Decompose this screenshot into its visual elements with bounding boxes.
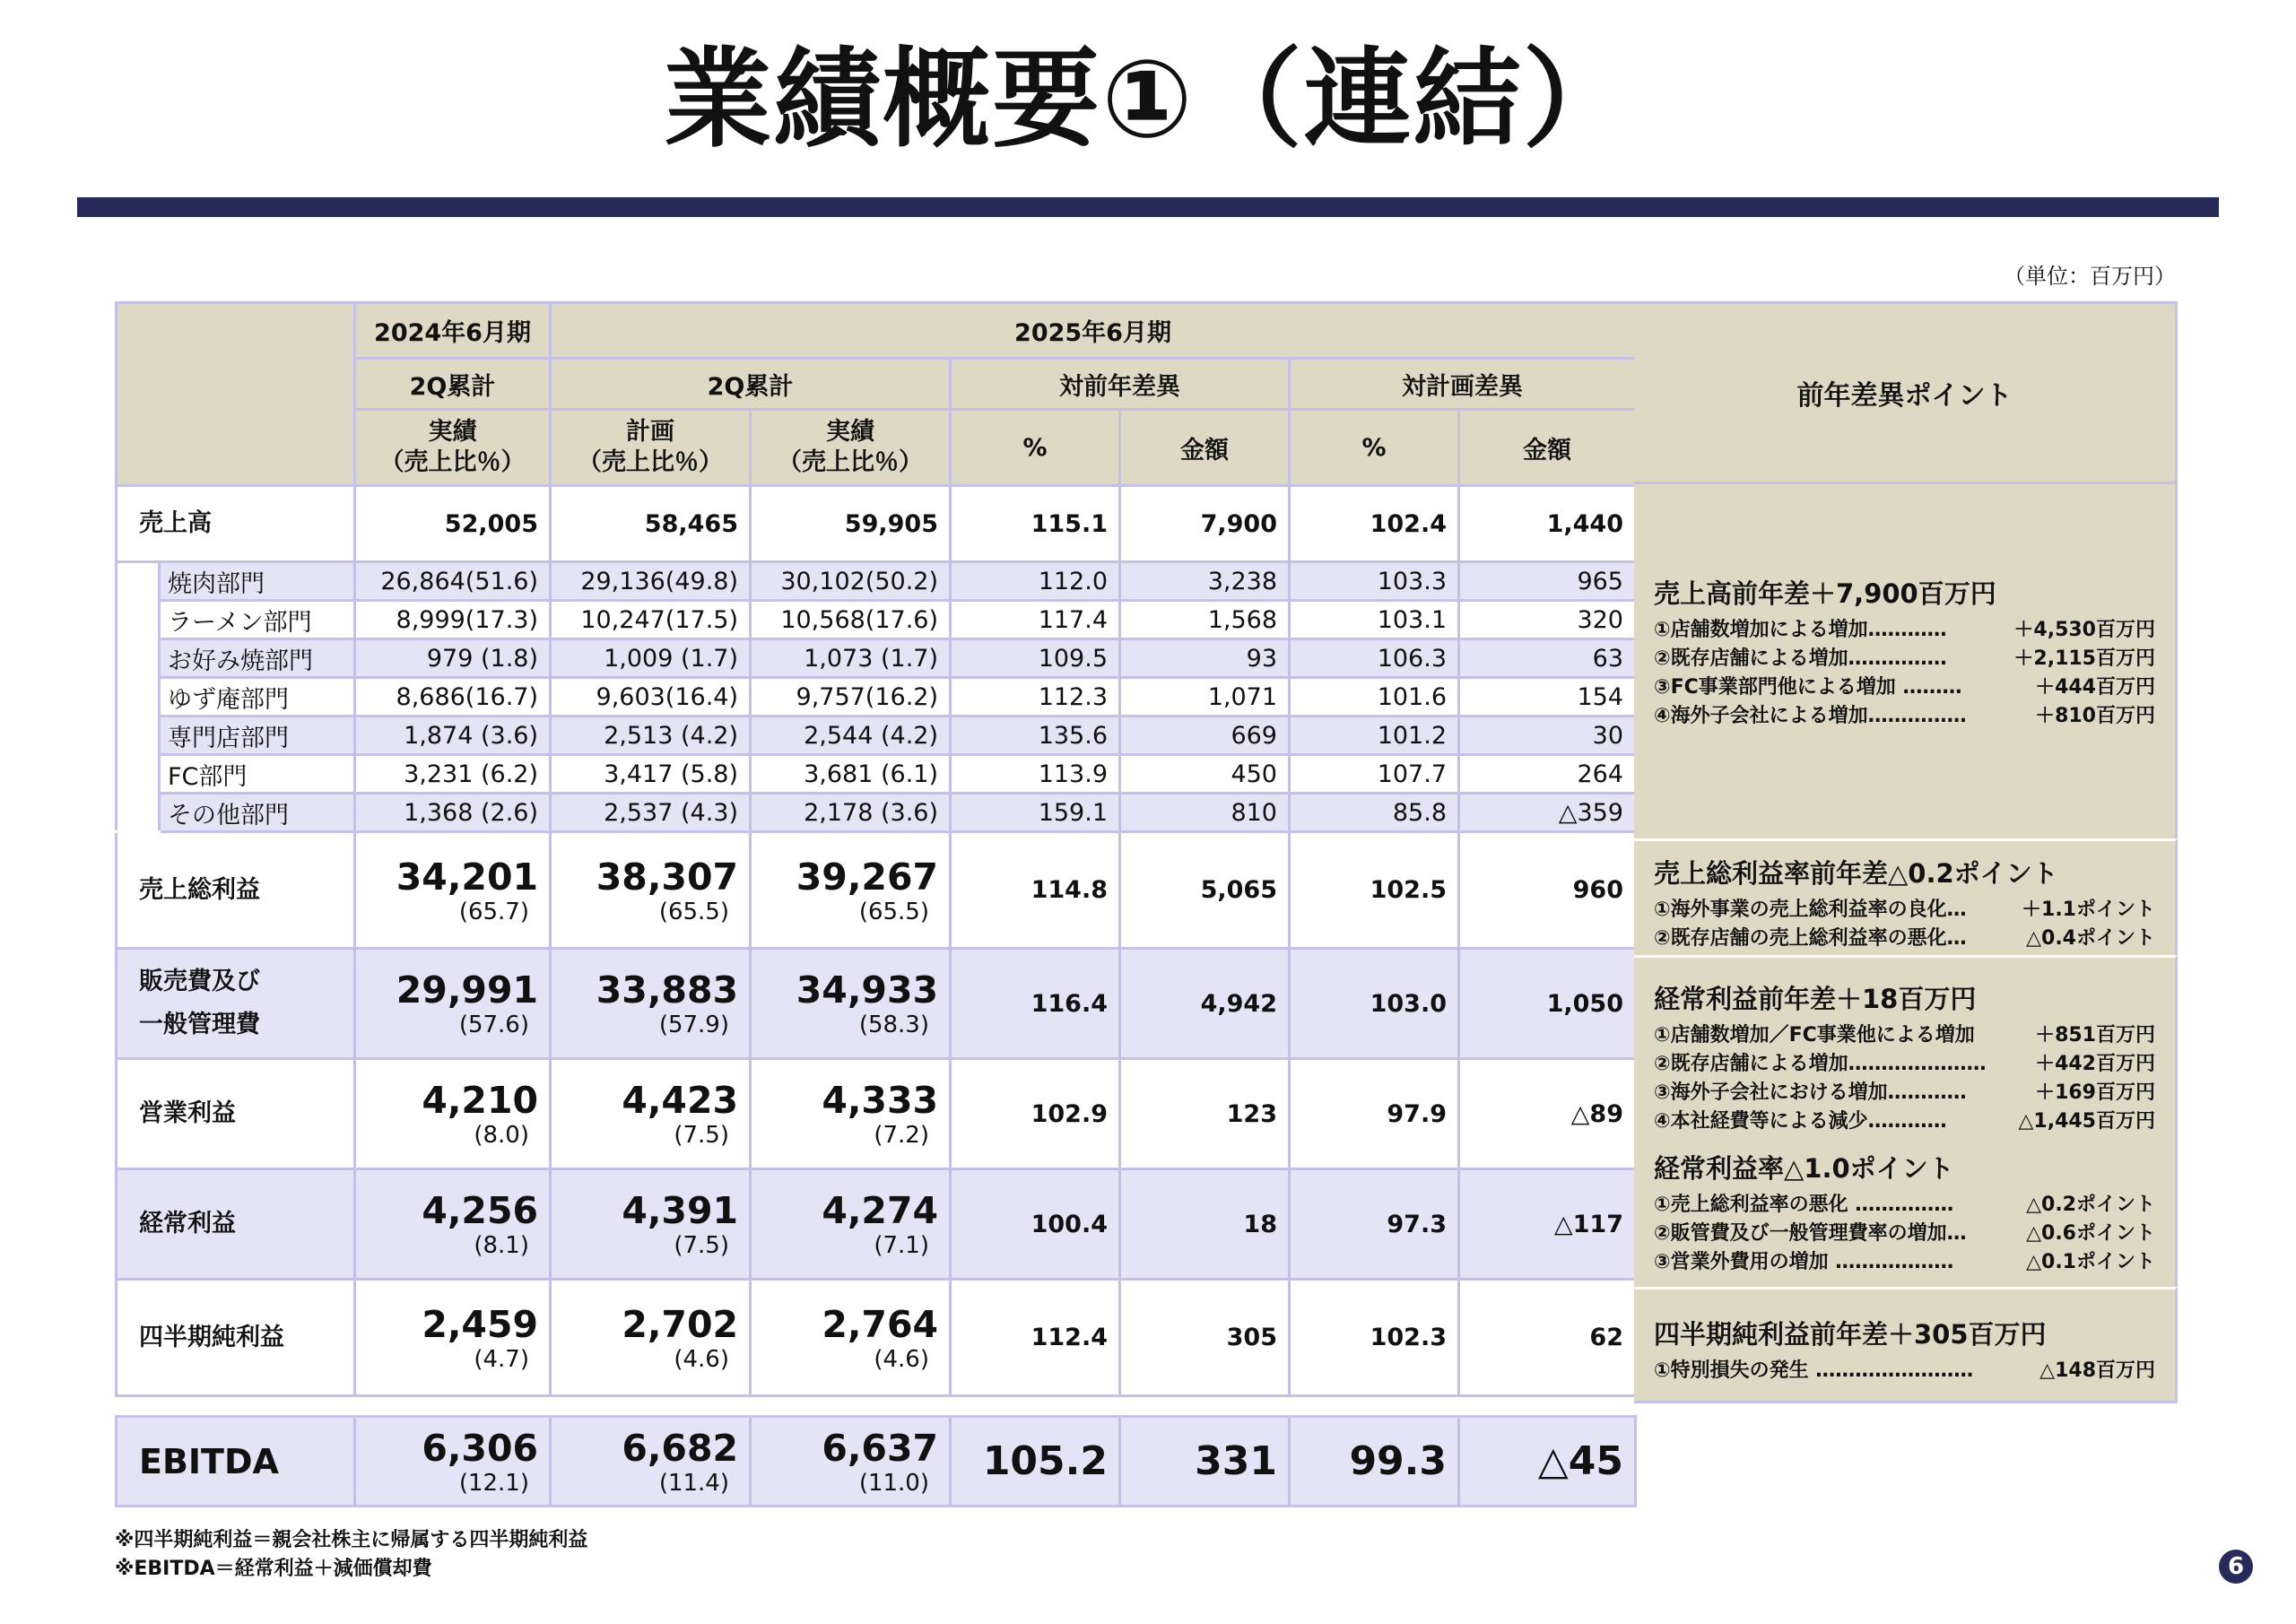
cell-plan-pct: 103.3	[1290, 562, 1459, 601]
cell-plan-pct: 99.3	[1290, 1417, 1459, 1507]
cell-prev: 29,991 (57.6)	[355, 949, 551, 1059]
header-2q-curr: 2Q累計	[551, 359, 951, 410]
points-item: ②既存店舗による増加………………… ＋442百万円	[1654, 1053, 2155, 1075]
cell-actual: 3,681 (6.1)	[751, 755, 951, 794]
footnote: ※四半期純利益＝親会社株主に帰属する四半期純利益	[115, 1529, 588, 1551]
row-label-net-profit: 四半期純利益	[117, 1280, 355, 1396]
cell-plan: 10,247(17.5)	[551, 601, 751, 639]
points-sales-heading: 売上高前年差＋7,900百万円	[1654, 578, 1996, 609]
points-ordinary	[1634, 955, 2178, 1287]
cell-plan-pct: 107.7	[1290, 755, 1459, 794]
cell-plan-amt: △89	[1459, 1059, 1636, 1169]
cell-yoy-amt: 93	[1120, 639, 1290, 678]
cell-yoy-pct: 112.3	[951, 678, 1120, 716]
cell-yoy-amt: 5,065	[1120, 832, 1290, 949]
cell-prev: 4,210 (8.0)	[355, 1059, 551, 1169]
cell-plan-amt: 264	[1459, 755, 1636, 794]
cell-actual: 30,102(50.2)	[751, 562, 951, 601]
cell-plan: 6,682 (11.4)	[551, 1417, 751, 1507]
segment-label: 焼肉部門	[160, 562, 355, 601]
cell-plan: 38,307 (65.5)	[551, 832, 751, 949]
cell-yoy-amt: 810	[1120, 794, 1290, 832]
points-net-heading: 四半期純利益前年差＋305百万円	[1654, 1319, 2047, 1350]
cell-prev: 26,864(51.6)	[355, 562, 551, 601]
cell-yoy-amt: 18	[1120, 1169, 1290, 1280]
cell-plan-pct: 101.2	[1290, 716, 1459, 755]
row-label-gross-profit: 売上総利益	[117, 832, 355, 949]
cell-plan-pct: 106.3	[1290, 639, 1459, 678]
points-sales	[1634, 484, 2178, 838]
cell-yoy-pct: 112.0	[951, 562, 1120, 601]
cell-actual: 1,073 (1.7)	[751, 639, 951, 678]
cell-prev: 2,459 (4.7)	[355, 1280, 551, 1396]
cell-yoy-amt: 331	[1120, 1417, 1290, 1507]
title-rule	[77, 197, 2219, 217]
cell-plan-amt: 62	[1459, 1280, 1636, 1396]
page-number: 6	[2219, 1550, 2253, 1584]
header-yoy-pct: %	[951, 410, 1120, 486]
cell-plan: 3,417 (5.8)	[551, 755, 751, 794]
points-item: ③営業外費用の増加 ……………… △0.1ポイント	[1654, 1251, 2155, 1273]
cell-plan: 4,423 (7.5)	[551, 1059, 751, 1169]
cell-prev: 1,874 (3.6)	[355, 716, 551, 755]
cell-prev: 8,686(16.7)	[355, 678, 551, 716]
segment-label: FC部門	[160, 755, 355, 794]
header-actual-prev: 実績 （売上比％）	[355, 410, 551, 486]
cell-actual: 59,905	[751, 486, 951, 562]
header-2q-prev: 2Q累計	[355, 359, 551, 410]
cell-plan: 1,009 (1.7)	[551, 639, 751, 678]
segment-label: その他部門	[160, 794, 355, 832]
header-plan-diff: 対計画差異	[1290, 359, 1636, 410]
points-header: 前年差異ポイント	[1634, 301, 2178, 484]
cell-plan-amt: 1,440	[1459, 486, 1636, 562]
cell-yoy-pct: 115.1	[951, 486, 1120, 562]
row-label-ordinary-profit: 経常利益	[117, 1169, 355, 1280]
ebitda-table	[115, 1415, 1637, 1507]
points-net	[1634, 1287, 2178, 1403]
cell-yoy-pct: 159.1	[951, 794, 1120, 832]
points-item: ②販管費及び一般管理費率の増加… △0.6ポイント	[1654, 1222, 2155, 1245]
points-item: ③FC事業部門他による増加 ……… ＋444百万円	[1654, 676, 2155, 699]
cell-plan: 58,465	[551, 486, 751, 562]
cell-yoy-pct: 113.9	[951, 755, 1120, 794]
cell-plan-pct: 97.9	[1290, 1059, 1459, 1169]
cell-yoy-pct: 100.4	[951, 1169, 1120, 1280]
cell-yoy-amt: 1,568	[1120, 601, 1290, 639]
cell-plan-amt: 965	[1459, 562, 1636, 601]
points-item: ②既存店舗による増加…………… ＋2,115百万円	[1654, 647, 2155, 670]
cell-prev: 979 (1.8)	[355, 639, 551, 678]
cell-plan-pct: 103.0	[1290, 949, 1459, 1059]
segment-label: お好み焼部門	[160, 639, 355, 678]
cell-plan-pct: 101.6	[1290, 678, 1459, 716]
points-item: ②既存店舗の売上総利益率の悪化… △0.4ポイント	[1654, 927, 2155, 950]
header-plan-amount: 金額	[1459, 410, 1636, 486]
segment-label: 専門店部門	[160, 716, 355, 755]
cell-plan-amt: △45	[1459, 1417, 1636, 1507]
points-gross	[1634, 838, 2178, 955]
points-ordinary-heading: 経常利益前年差＋18百万円	[1654, 984, 1977, 1014]
points-item: ①店舗数増加／FC事業他による増加 ＋851百万円	[1654, 1024, 2155, 1046]
points-item: ④本社経費等による減少………… △1,445百万円	[1654, 1110, 2155, 1133]
cell-yoy-amt: 1,071	[1120, 678, 1290, 716]
cell-actual: 2,764 (4.6)	[751, 1280, 951, 1396]
footnote: ※EBITDA＝経常利益＋減価償却費	[115, 1558, 432, 1580]
points-ordinary-rate-heading: 経常利益率△1.0ポイント	[1654, 1153, 1954, 1184]
cell-actual: 2,178 (3.6)	[751, 794, 951, 832]
points-item: ①海外事業の売上総利益率の良化… ＋1.1ポイント	[1654, 899, 2155, 921]
cell-plan-amt: 30	[1459, 716, 1636, 755]
cell-plan-amt: 63	[1459, 639, 1636, 678]
cell-yoy-pct: 102.9	[951, 1059, 1120, 1169]
header-plan-pct: %	[1290, 410, 1459, 486]
row-label-operating-profit: 営業利益	[117, 1059, 355, 1169]
points-item: ①売上総利益率の悪化 …………… △0.2ポイント	[1654, 1194, 2155, 1216]
cell-prev: 6,306 (12.1)	[355, 1417, 551, 1507]
cell-actual: 34,933 (58.3)	[751, 949, 951, 1059]
cell-yoy-pct: 114.8	[951, 832, 1120, 949]
cell-plan-pct: 97.3	[1290, 1169, 1459, 1280]
row-label-sga: 販売費及び 一般管理費	[117, 949, 355, 1059]
segment-label: ゆず庵部門	[160, 678, 355, 716]
cell-yoy-pct: 105.2	[951, 1417, 1120, 1507]
cell-actual: 9,757(16.2)	[751, 678, 951, 716]
cell-prev: 34,201 (65.7)	[355, 832, 551, 949]
header-plan: 計画 （売上比％）	[551, 410, 751, 486]
header-fy2024: 2024年6月期	[355, 303, 551, 359]
header-yoy-diff: 対前年差異	[951, 359, 1290, 410]
segment-label: ラーメン部門	[160, 601, 355, 639]
cell-plan-amt: 320	[1459, 601, 1636, 639]
cell-plan: 9,603(16.4)	[551, 678, 751, 716]
cell-plan-pct: 102.4	[1290, 486, 1459, 562]
cell-yoy-amt: 123	[1120, 1059, 1290, 1169]
cell-actual: 6,637 (11.0)	[751, 1417, 951, 1507]
cell-prev: 3,231 (6.2)	[355, 755, 551, 794]
cell-plan: 33,883 (57.9)	[551, 949, 751, 1059]
points-item: ①店舗数増加による増加………… ＋4,530百万円	[1654, 619, 2155, 641]
cell-yoy-pct: 117.4	[951, 601, 1120, 639]
cell-prev: 1,368 (2.6)	[355, 794, 551, 832]
cell-plan-amt: 1,050	[1459, 949, 1636, 1059]
cell-prev: 52,005	[355, 486, 551, 562]
cell-yoy-pct: 135.6	[951, 716, 1120, 755]
cell-actual: 2,544 (4.2)	[751, 716, 951, 755]
cell-plan-pct: 103.1	[1290, 601, 1459, 639]
header-actual-curr: 実績 （売上比％）	[751, 410, 951, 486]
cell-prev: 8,999(17.3)	[355, 601, 551, 639]
row-label-ebitda: EBITDA	[117, 1417, 355, 1507]
cell-yoy-amt: 3,238	[1120, 562, 1290, 601]
cell-plan-amt: 960	[1459, 832, 1636, 949]
row-label: 売上高	[117, 486, 355, 562]
cell-actual: 39,267 (65.5)	[751, 832, 951, 949]
cell-yoy-pct: 109.5	[951, 639, 1120, 678]
cell-plan: 29,136(49.8)	[551, 562, 751, 601]
cell-yoy-amt: 669	[1120, 716, 1290, 755]
unit-label: （単位：百万円）	[2004, 264, 2176, 289]
results-table	[115, 301, 1637, 1397]
header-blank	[117, 303, 355, 486]
points-item: ①特別損失の発生 …………………… △148百万円	[1654, 1359, 2155, 1382]
points-item: ④海外子会社による増加…………… ＋810百万円	[1654, 705, 2155, 727]
cell-plan-amt: 154	[1459, 678, 1636, 716]
cell-actual: 4,333 (7.2)	[751, 1059, 951, 1169]
page-title: 業績概要①（連結）	[664, 38, 1632, 162]
cell-yoy-pct: 116.4	[951, 949, 1120, 1059]
cell-plan: 4,391 (7.5)	[551, 1169, 751, 1280]
cell-yoy-amt: 4,942	[1120, 949, 1290, 1059]
cell-prev: 4,256 (8.1)	[355, 1169, 551, 1280]
header-fy2025: 2025年6月期	[551, 303, 1636, 359]
cell-plan-amt: △359	[1459, 794, 1636, 832]
points-gross-heading: 売上総利益率前年差△0.2ポイント	[1654, 858, 2058, 889]
cell-actual: 10,568(17.6)	[751, 601, 951, 639]
cell-plan: 2,702 (4.6)	[551, 1280, 751, 1396]
header-yoy-amount: 金額	[1120, 410, 1290, 486]
cell-yoy-amt: 450	[1120, 755, 1290, 794]
cell-plan-pct: 102.5	[1290, 832, 1459, 949]
cell-actual: 4,274 (7.1)	[751, 1169, 951, 1280]
cell-plan-pct: 85.8	[1290, 794, 1459, 832]
cell-yoy-amt: 305	[1120, 1280, 1290, 1396]
cell-yoy-pct: 112.4	[951, 1280, 1120, 1396]
cell-plan-pct: 102.3	[1290, 1280, 1459, 1396]
segment-indent	[117, 562, 160, 832]
cell-yoy-amt: 7,900	[1120, 486, 1290, 562]
cell-plan: 2,513 (4.2)	[551, 716, 751, 755]
cell-plan: 2,537 (4.3)	[551, 794, 751, 832]
row-sales	[117, 486, 1636, 562]
cell-plan-amt: △117	[1459, 1169, 1636, 1280]
points-item: ③海外子会社における増加………… ＋169百万円	[1654, 1081, 2155, 1104]
